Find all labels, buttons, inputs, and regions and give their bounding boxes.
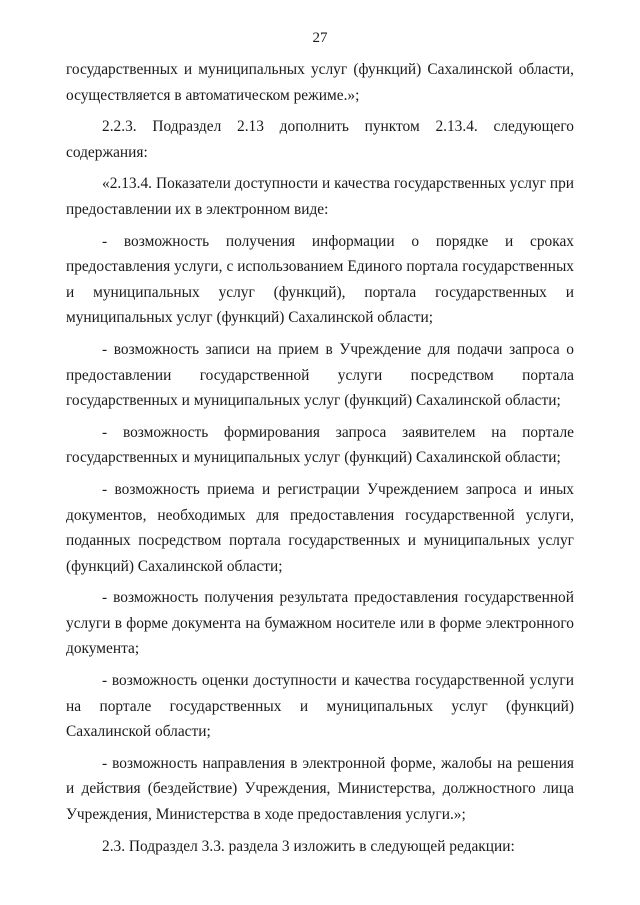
page-number: 27 [312, 30, 328, 46]
list-item-appointment: - возможность записи на прием в Учреждение для подачи запроса о предоставлении государственной услуги посредством портала государственных и муниципальных услуг (функций) Сахалинской области; [66, 340, 574, 410]
list-item-result: - возможность получения результата предоставления государственной услуги в форме документа на бумажном носителе или в форме электронного документа; [66, 589, 574, 658]
list-item-quality-rating: - возможность оценки доступности и качества государственной услуги на портале государственных и муниципальных услуг (функций) Сахалинской области; [66, 672, 574, 741]
list-item-registration: - возможность приема и регистрации Учреждением запроса и иных документов, необходимых для предоставления государственной услуги, поданных посредством портала государственных и муниципальных услуг (функций) Сахалинской области; [66, 480, 574, 575]
document-body [66, 57, 574, 865]
list-item-complaint: - возможность направления в электронной форме, жалобы на решения и действия (бездействие) Учреждения, Министерства, должностного лица Учреждения, Министерства в ходе предоставления услуги.»; [66, 754, 574, 824]
paragraph-continuation: государственных и муниципальных услуг (функций) Сахалинской области, осуществляется в автоматическом режиме.»; [66, 61, 574, 104]
list-item-request-forming: - возможность формирования запроса заявителем на портале государственных и муниципальных услуг (функций) Сахалинской области; [66, 423, 574, 467]
paragraph-2-2-3: 2.2.3. Подраздел 2.13 дополнить пунктом 2.13.4. следующего содержания: [66, 118, 574, 161]
paragraph-2-13-4: «2.13.4. Показатели доступности и качества государственных услуг при предоставлении их в электронном виде: [66, 175, 574, 218]
list-item-information: - возможность получения информации о порядке и сроках предоставления услуги, с использованием Единого портала государственных и муниципальных услуг (функций), портала государственных и муниципальных услуг (функций) Сахалинской области; [66, 232, 574, 327]
paragraph-2-3: 2.3. Подраздел 3.3. раздела 3 изложить в следующей редакции: [102, 837, 515, 855]
